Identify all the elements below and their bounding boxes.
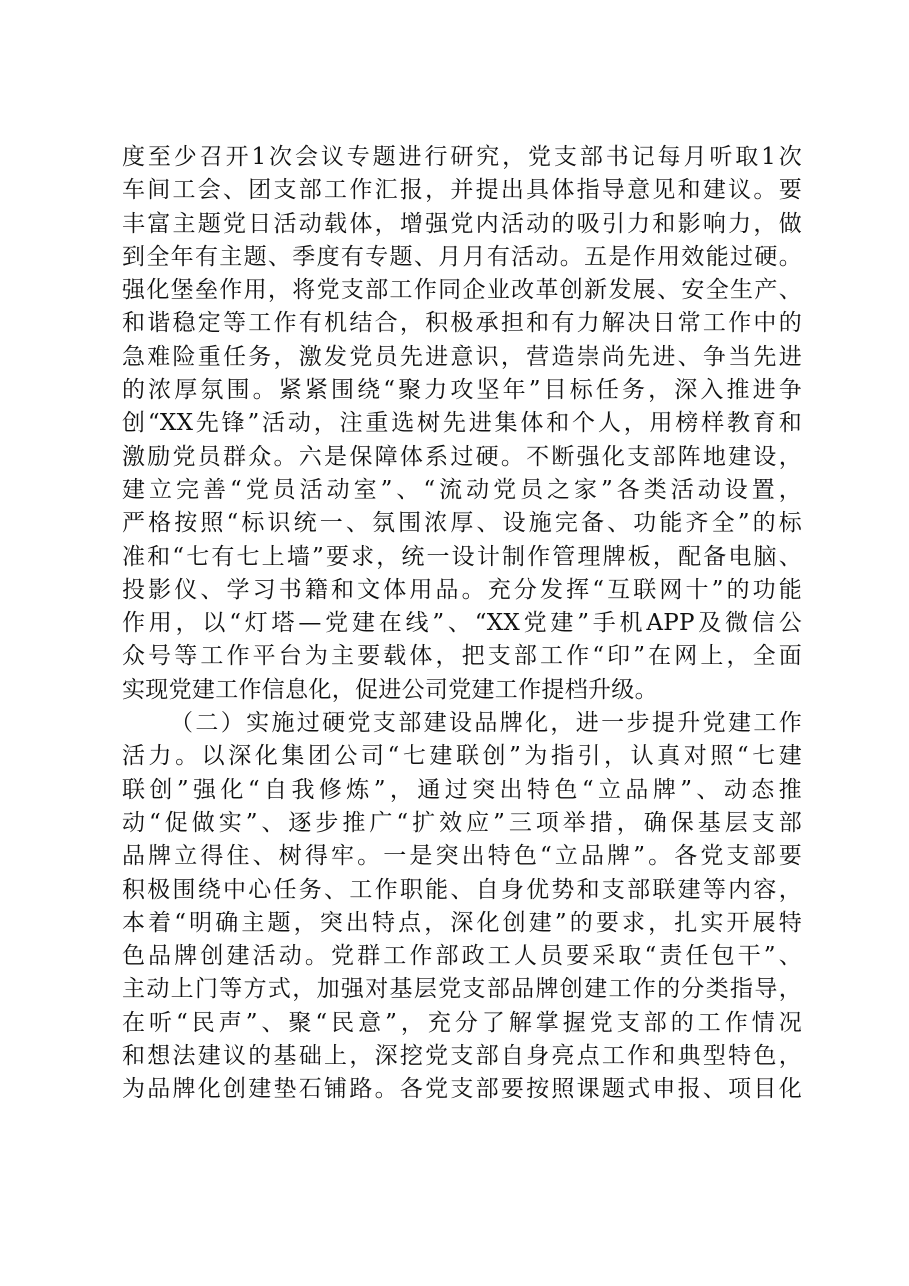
text-line: 严格按照“标识统一、氛围浓厚、设施完备、功能齐全”的标 [122, 510, 802, 537]
text-line: 的浓厚氛围。紧紧围绕“聚力攻坚年”目标任务，深入推进争 [122, 377, 802, 404]
text-line: 丰富主题党日活动载体，增强党内活动的吸引力和影响力，做 [122, 210, 802, 237]
text-line: 作用，以“灯塔—党建在线”、“XX党建”手机APP及微信公 [122, 610, 802, 637]
text-line: 急难险重任务，激发党员先进意识，营造崇尚先进、争当先进 [122, 343, 802, 370]
text-line: 联创”强化“自我修炼”，通过突出特色“立品牌”、动态推 [122, 776, 802, 803]
text-line: 投影仪、学习书籍和文体用品。充分发挥“互联网十”的功能 [122, 576, 802, 603]
text-line: 品牌立得住、树得牢。一是突出特色“立品牌”。各党支部要 [122, 843, 802, 870]
document-body [122, 141, 802, 1107]
text-line: 本着“明确主题，突出特点，深化创建”的要求，扎实开展特 [122, 909, 802, 936]
text-line: 车间工会、团支部工作汇报，并提出具体指导意见和建议。要 [122, 177, 802, 204]
text-line: 和谐稳定等工作有机结合，积极承担和有力解决日常工作中的 [122, 310, 802, 337]
text-line: 度至少召开1次会议专题进行研究，党支部书记每月听取1次 [122, 144, 802, 170]
text-line: 积极围绕中心任务、工作职能、自身优势和支部联建等内容， [122, 876, 802, 903]
text-line: 建立完善“党员活动室”、“流动党员之家”各类活动设置， [122, 476, 802, 503]
text-line: 动“促做实”、逐步推广“扩效应”三项举措，确保基层支部 [122, 809, 802, 836]
paragraph-last-line: 实现党建工作信息化，促进公司党建工作提档升级。 [122, 676, 658, 703]
text-line: 创“XX先锋”活动，注重选树先进集体和个人，用榜样教育和 [122, 410, 802, 437]
text-line: 主动上门等方式，加强对基层党支部品牌创建工作的分类指导， [122, 976, 802, 1003]
text-line: 色品牌创建活动。党群工作部政工人员要采取“责任包干”、 [122, 943, 802, 970]
text-line: 到全年有主题、季度有专题、月月有活动。五是作用效能过硬。 [122, 243, 802, 270]
text-line: 强化堡垒作用，将党支部工作同企业改革创新发展、安全生产、 [122, 277, 802, 304]
text-line: 和想法建议的基础上，深挖党支部自身亮点工作和典型特色， [122, 1043, 802, 1070]
text-line: 在听“民声”、聚“民意”，充分了解掌握党支部的工作情况 [122, 1009, 802, 1036]
text-line: 众号等工作平台为主要载体，把支部工作“印”在网上，全面 [122, 643, 802, 670]
text-line: 为品牌化创建垫石铺路。各党支部要按照课题式申报、项目化 [122, 1076, 802, 1103]
text-line: 准和“七有七上墙”要求，统一设计制作管理牌板，配备电脑、 [122, 543, 802, 570]
text-line: 激励党员群众。六是保障体系过硬。不断强化支部阵地建设， [122, 443, 802, 470]
text-line: 活力。以深化集团公司“七建联创”为指引，认真对照“七建 [122, 743, 802, 770]
paragraph-first-line: （二）实施过硬党支部建设品牌化，进一步提升党建工作 [170, 710, 802, 737]
